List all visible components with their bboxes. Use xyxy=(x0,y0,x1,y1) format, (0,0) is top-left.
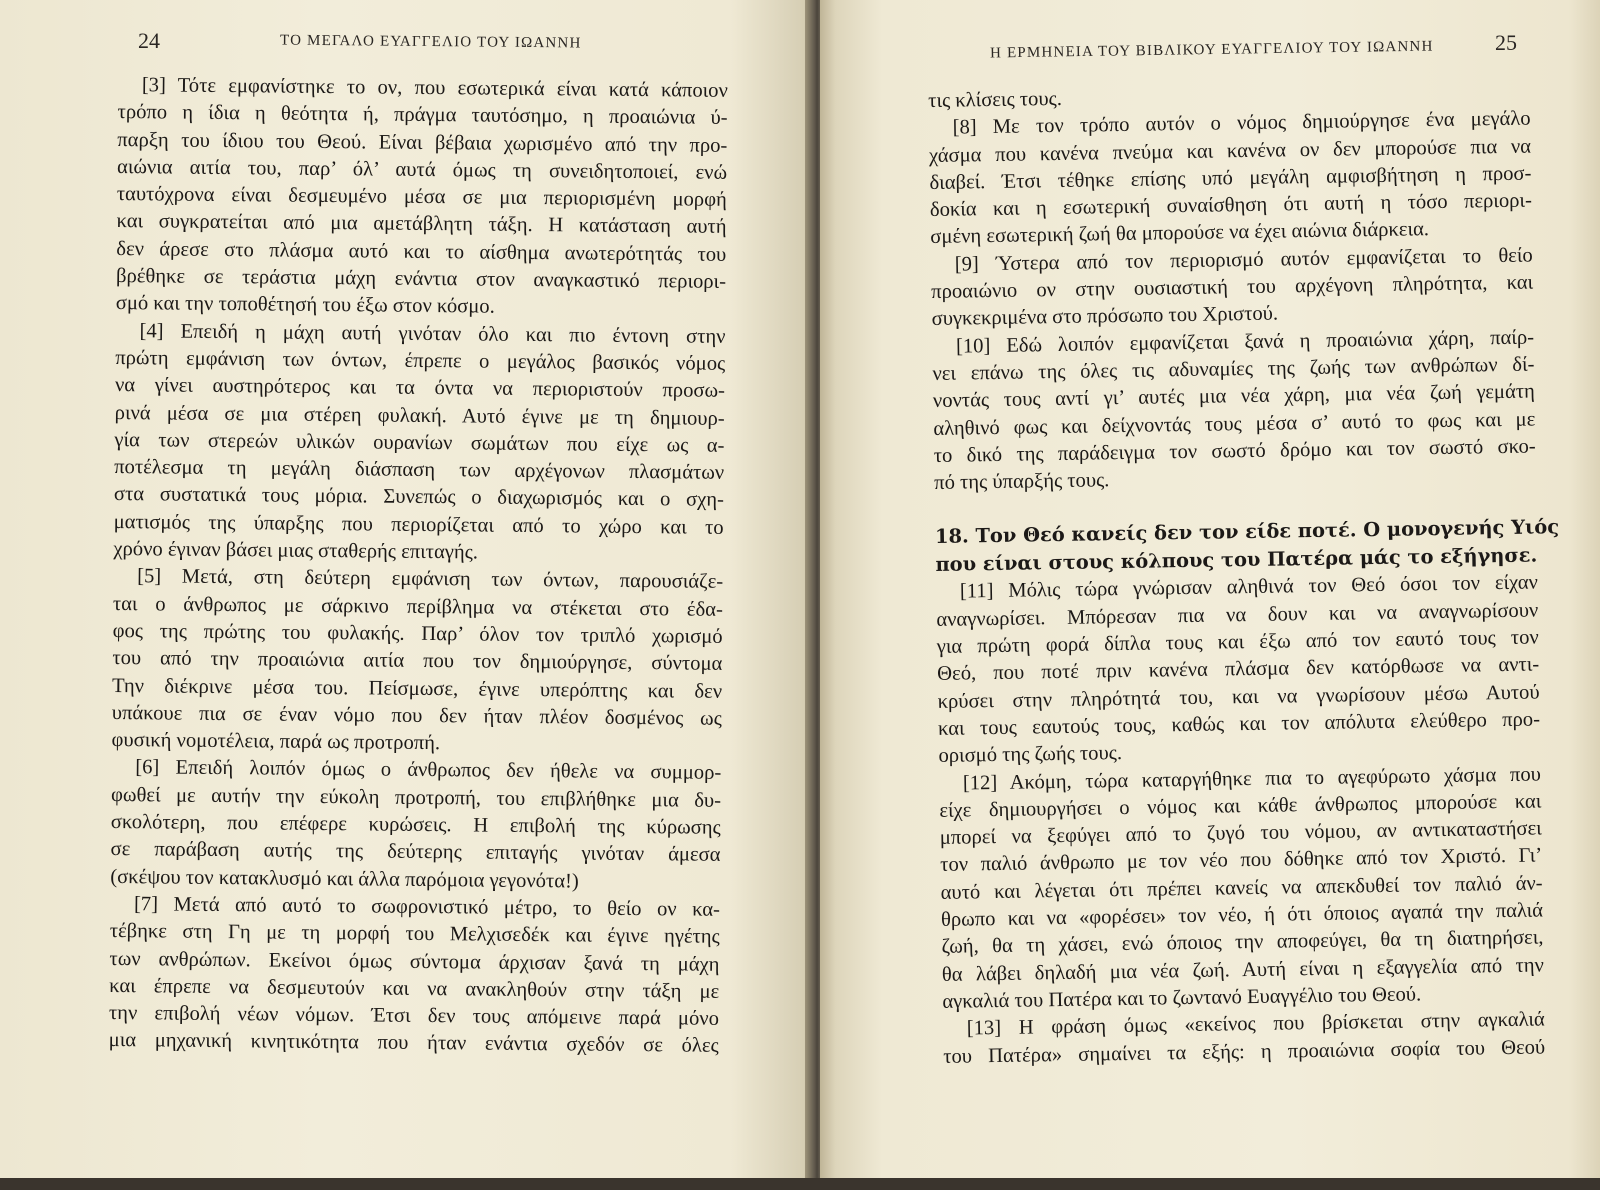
text-line: τέβηκε στη Γη με τη μορφή του Μελχισεδέκ και έγινε ηγέτης xyxy=(109,920,720,949)
text-line: [11] Μόλις τώρα γνώρισαν αληθινά τον Θεό όσοι τον είχαν xyxy=(959,571,1539,604)
text-line: πό της ύπαρξής τους. xyxy=(934,469,1110,495)
text-line: [4] Επειδή η μάχη αυτή γινόταν όλο και πιο έντονη στην xyxy=(139,319,726,348)
body-text xyxy=(109,72,728,1060)
text-line: αγκαλιά του Πατέρα και το ζωντανό Ευαγγέλιο του Θεού. xyxy=(942,983,1422,1013)
text-line: αληθινό φως και δείχνοντάς τους μέσα σ’ αυτό το φως και με xyxy=(933,408,1536,440)
text-line: αυτό και λέγεται ότι πρέπει κανείς να απεκδυθεί τον παλιό άν- xyxy=(940,872,1543,904)
text-line: [7] Μετά από αυτό το σωφρονιστικό μέτρο, το θείο ον κα- xyxy=(133,893,721,921)
page-bottom-edge xyxy=(0,1178,1600,1190)
text-line: νοντάς τους αντί γι’ αυτές μια νέα χάρη, μια νέα ζωή γεμάτη xyxy=(932,380,1536,413)
text-line: ορισμό της ζωής τους. xyxy=(938,742,1123,768)
text-line: υπάκουε πια σε έναν νόμο που δεν ήταν πλέον δοσμένος ως xyxy=(111,701,722,730)
page-number: 24 xyxy=(138,28,160,53)
text-line: Την διέκρινε μέσα του. Πείσμωσε, έγινε υπερόπτης και δεν xyxy=(112,674,723,703)
text-line: [5] Μετά, στη δεύτερη εμφάνιση των όντων, παρουσιάζε- xyxy=(137,565,724,594)
text-line: δοκία και η εσωτερική συναίσθηση ότι αυτή η τόσο περιορι- xyxy=(929,189,1533,222)
text-line: και συγκρατείται από μια αμετάβλητη τάξη. Η κατάσταση αυτή xyxy=(116,210,727,239)
text-line: τρόπο η ίδια η θεότητα ή, πράγμα ταυτόσημο, η προαιώνια ύ- xyxy=(117,101,728,130)
section-heading-line: 18. Τον Θεό κανείς δεν τον είδε ποτέ. Ο μονογενής Υιός xyxy=(934,515,1560,549)
text-line: κρύσει στην πληρότητά του, και να γνωρίσουν μέσω Αυτού xyxy=(937,681,1540,713)
text-line: φωθεί με αυτήν την εύκολη προτροπή, του επιβλήθηκε μια δυ- xyxy=(110,783,722,812)
text-line: φυσική νομοτέλεια, παρά ως προτροπή. xyxy=(111,729,441,755)
section-heading-line: που είναι στους κόλπους του Πατέρα μάς το εξήγησε. xyxy=(935,543,1538,577)
text-line: [6] Επειδή λοιπόν όμως ο άνθρωπος δεν ήθελε να συμμορ- xyxy=(135,756,722,785)
running-header: ΤΟ ΜΕΓΑΛΟ ΕΥΑΓΓΕΛΙΟ ΤΟΥ ΙΩΑΝΝΗ xyxy=(279,32,582,52)
text-line: νει επάνω της όλες τις αδυναμίες της ζωής των ανθρώπων δί- xyxy=(932,353,1535,385)
text-line: συγκεκριμένα στο πρόσωπο του Χριστού. xyxy=(931,302,1279,331)
running-header: Η ΕΡΜΗΝΕΙΑ ΤΟΥ ΒΙΒΛΙΚΟΥ ΕΥΑΓΓΕΛΙΟΥ ΤΟΥ ΙΩΑΝΝΗ xyxy=(989,38,1434,62)
text-line: αιώνια αιτία του, παρ’ όλ’ αυτά όμως τη συνειδητοποιεί, ενώ xyxy=(116,155,728,184)
text-line: Θεό, που ποτέ πριν κανένα πλάσμα δεν κατόρθωσε να αντι- xyxy=(937,653,1540,686)
text-line: μια μηχανική κινητικότητα που ήταν ενάντια σχεδόν σε όλες xyxy=(108,1029,719,1058)
text-line: τον παλιό άνθρωπο με τον νέο που δόθηκε από τον Χριστό. Γι’ xyxy=(940,844,1543,877)
text-line: ποτέλεσμα τη μεγάλη διάσπαση των αρχέγονων πλασμάτων xyxy=(114,456,725,484)
text-line: (σκέψου τον κατακλυσμό και άλλα παρόμοια γεγονότα!) xyxy=(110,865,579,893)
text-line: την επιβολή νέων νόμων. Έτσι δεν τους απόμεινε παρά μόνο xyxy=(108,1002,720,1030)
text-line: και τους εαυτούς τους, καθώς και τον απόλυτα ελεύθερο προ- xyxy=(937,708,1541,740)
text-line: σε παράβαση αυτής της δεύτερης επιταγής γινόταν άμεσα xyxy=(110,838,721,867)
text-line: [10] Εδώ λοιπόν εμφανίζεται ξανά η προαιώνια χάρη, παίρ- xyxy=(955,326,1535,358)
text-line: στα συστατικά τους μόρια. Συνεπώς ο διαχωρισμός και ο σχη- xyxy=(113,483,725,512)
text-line: είχε δημιουργήσει ο νόμος και κάθε άνθρωπος μπορούσε και xyxy=(939,790,1542,822)
text-line: [3] Τότε εμφανίστηκε το ον, που εσωτερικά είναι κατά κάποιον xyxy=(141,74,728,102)
text-line: ματισμός της ύπαρξης που περιορίζεται από το χώρο και το xyxy=(113,510,724,539)
text-line: πρώτη εμφάνιση των όντων, έπρεπε ο μεγάλος βασικός νόμος xyxy=(115,346,726,375)
text-line: προαιώνιο ον στην ουσιαστική του αρχέγονη πληρότητα, και xyxy=(931,271,1534,304)
text-line: ρινά μέσα σε μια στέρεη φυλακή. Αυτό έγινε με τη δημιουρ- xyxy=(114,401,725,430)
text-line: [8] Με τον τρόπο αυτόν ο νόμος δημιούργησε ένα μεγάλο xyxy=(952,107,1531,139)
right-page xyxy=(820,0,1600,1180)
text-line: των ανθρώπων. Εκείνοι όμως σύντομα άρχισαν ξανά τη μάχη xyxy=(109,947,720,976)
text-line: μπορεί να ξεφύγει από το ζυγό του νόμου, αν αντικαταστήσει xyxy=(939,817,1542,850)
text-line: χρόνο έγιναν βάσει μιας σταθερής επιταγής. xyxy=(113,538,479,564)
text-line: το δικό της παράδειγμα τον σωστό δρόμο και τον σωστό σκο- xyxy=(933,435,1536,467)
text-line: να γίνει αυστηρότερος και τα όντα να περιοριστούν προσω- xyxy=(114,374,726,403)
text-line: φος της πρώτης του φυλακής. Παρ’ όλον τον τριπλό χωρισμό xyxy=(112,619,723,648)
text-line: σμένη εσωτερική ζωή θα μπορούσε να έχει αιώνια διάρκεια. xyxy=(930,218,1430,249)
text-line: ταυτόχρονα είναι δεσμευμένο μέσα σε μια περιορισμένη μορφή xyxy=(116,183,727,212)
text-line: [9] Ύστερα από τον περιορισμό αυτόν εμφανίζεται το θείο xyxy=(954,244,1533,276)
text-line: ζωή, θα τη χάσει, ενώ όποιος την αποφεύγει, θα τη διατηρήσει, xyxy=(941,926,1544,959)
text-line: βρέθηκε σε τεράστια μάχη ενάντια στον αναγκαστικό περιορι- xyxy=(115,265,727,293)
text-line: σμό και την τοποθέτησή του έξω στον κόσμο. xyxy=(115,292,495,319)
page-number: 25 xyxy=(1495,30,1517,55)
text-line: θα λάβει δηλαδή μια νέα ζωή. Αυτή είναι η εξαγγελία από την xyxy=(941,954,1545,986)
text-line: του από την προαιώνια αιτία που τον δημιούργησε, σύντομα xyxy=(112,647,723,676)
text-line: ται ο άνθρωπος με σάρκινο περίβλημα να στέκεται στο έδα- xyxy=(112,592,723,621)
text-line: [13] Η φράση όμως «εκείνος που βρίσκεται στην αγκαλιά xyxy=(966,1008,1545,1040)
text-line: χάσμα που κανένα πνεύμα και κανένα ον δεν μπορούσε πια να xyxy=(928,135,1532,167)
text-line: και έπρεπε να δεσμευτούν και να ανακληθούν στην τάξη με xyxy=(109,974,720,1003)
text-line: θρωπο και να «φορέσει» τον νέο, ή ότι όποιος αγαπά την παλιά xyxy=(940,899,1544,931)
text-line: διαβεί. Έτσι τέθηκε επίσης υπό μεγάλη αμφισβήτηση η προσ- xyxy=(929,162,1532,194)
text-line: του Πατέρα» σημαίνει τα εξής: η προαιώνια σοφία του Θεού xyxy=(943,1035,1546,1068)
text-line: δεν άρεσε στο πλάσμα αυτό και το αίσθημα ανωτερότητάς του xyxy=(116,237,727,266)
text-line: αναγνωρίσει. Μπόρεσαν πια να δουν και να αναγνωρίσουν xyxy=(936,599,1539,631)
text-line: [12] Ακόμη, τώρα καταργήθηκε πια το αγεφύρωτο χάσμα που xyxy=(962,762,1542,795)
text-line: γία των στερεών υλικών ουρανίων σωμάτων που είχε ως α- xyxy=(114,428,725,457)
text-line: για πρώτη φορά δίπλα τους και έξω από τον εαυτό τους τον xyxy=(936,626,1539,658)
text-line: παρξη του ίδιου του Θεού. Είναι βέβαια χωρισμένο από την προ- xyxy=(117,128,728,157)
text-line: τις κλίσεις τους. xyxy=(928,87,1063,112)
body-text xyxy=(928,79,1560,1071)
text-line: σκολότερη, που επέφερε κυρώσεις. Η επιβολή της κύρωσης xyxy=(110,810,721,839)
